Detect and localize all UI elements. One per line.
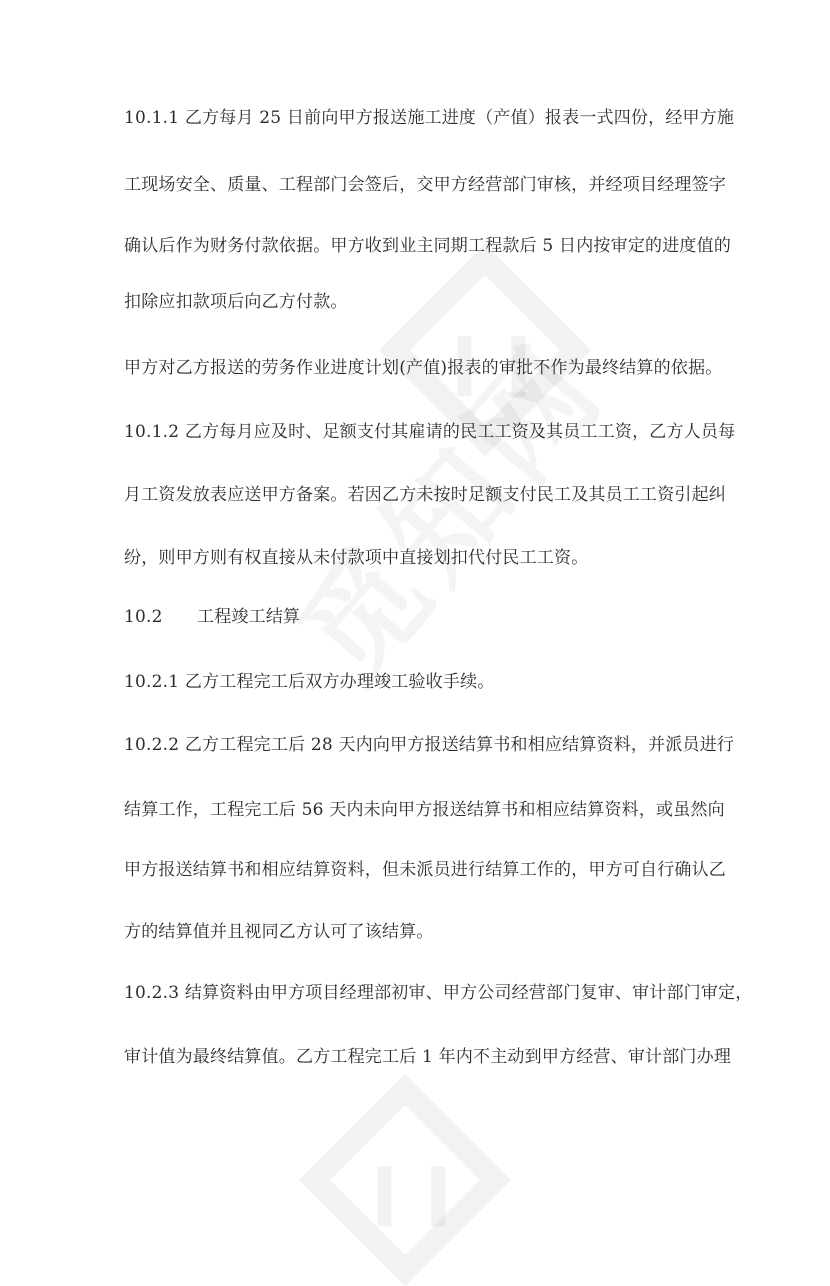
paragraph-10-1-2-line-3: 纷，则甲方则有权直接从未付款项中直接划扣代付民工工资。 [124, 548, 589, 568]
paragraph-10-2-2-line-3: 甲方报送结算书和相应结算资料，但未派员进行结算工作的，甲方可自行确认乙 [124, 860, 726, 880]
paragraph-10-1-1-line-1: 10.1.1 乙方每月 25 日前向甲方报送施工进度（产值）报表一式四份，经甲方施 [124, 108, 735, 128]
paragraph-10-1-1-line-2: 工现场安全、质量、工程部门会签后，交甲方经营部门审核，并经项目经理签字 [124, 175, 726, 195]
paragraph-10-2-2-line-2: 结算工作，工程完工后 56 天内未向甲方报送结算书和相应结算资料，或虽然向 [124, 800, 725, 820]
paragraph-10-1-1-line-4: 扣除应扣款项后向乙方付款。 [124, 292, 348, 312]
paragraph-approval-note: 甲方对乙方报送的劳务作业进度计划(产值)报表的审批不作为最终结算的依据。 [124, 358, 723, 378]
paragraph-10-1-1-line-3: 确认后作为财务付款依据。甲方收到业主同期工程款后 5 日内按审定的进度值的 [124, 236, 732, 256]
paragraph-10-2-3-line-1: 10.2.3 结算资料由甲方项目经理部初审、甲方公司经营部门复审、审计部门审定， [124, 983, 753, 1003]
section-heading-10-2: 10.2 工程竣工结算 [124, 607, 301, 627]
paragraph-10-2-2-line-4: 方的结算值并且视同乙方认可了该结算。 [124, 922, 434, 942]
paragraph-10-1-2-line-2: 月工资发放表应送甲方备案。若因乙方未按时足额支付民工及其员工工资引起纠 [124, 485, 726, 505]
watermark-logo-icon [299, 1074, 511, 1286]
paragraph-10-1-2-line-1: 10.1.2 乙方每月应及时、足额支付其雇请的民工工资及其员工工资，乙方人员每 [124, 422, 736, 442]
paragraph-10-2-1: 10.2.1 乙方工程完工后双方办理竣工验收手续。 [124, 672, 495, 692]
paragraph-10-2-3-line-2: 审计值为最终结算值。乙方工程完工后 1 年内不主动到甲方经营、审计部门办理 [124, 1047, 732, 1067]
paragraph-10-2-2-line-1: 10.2.2 乙方工程完工后 28 天内向甲方报送结算书和相应结算资料，并派员进行 [124, 735, 735, 755]
